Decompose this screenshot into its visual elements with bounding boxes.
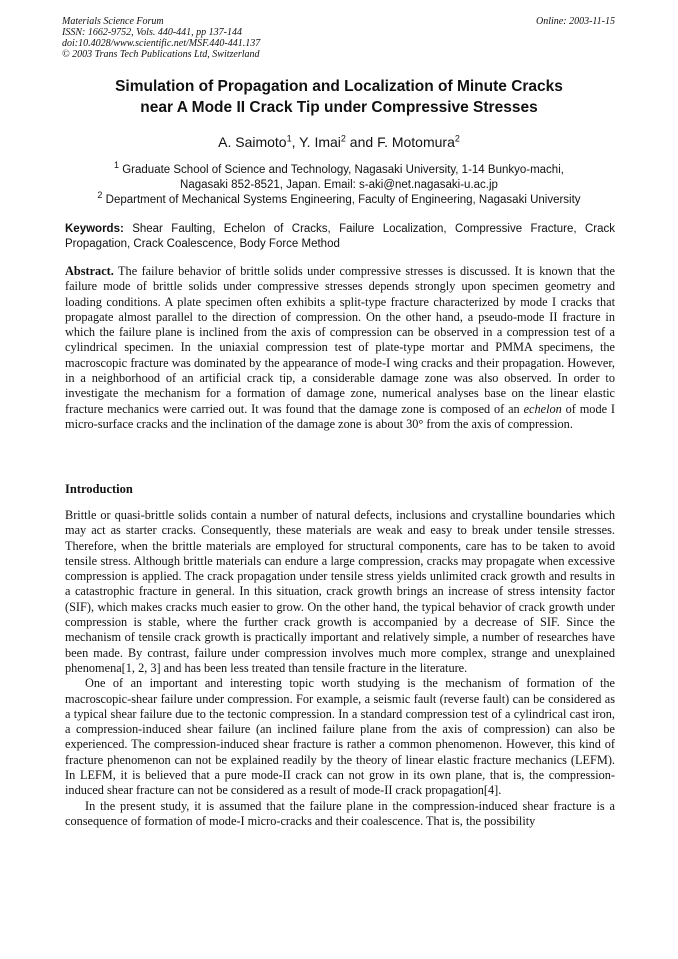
copyright-line: © 2003 Trans Tech Publications Ltd, Switzerland: [62, 49, 260, 60]
author-1-affil: 1: [286, 133, 292, 144]
author-list: [60, 133, 618, 151]
section-heading-introduction: Introduction: [65, 482, 133, 496]
abstract: [65, 264, 615, 432]
author-1: A. Saimoto: [218, 134, 287, 150]
affiliation-2-mark: 2: [97, 190, 103, 201]
keywords: [65, 222, 615, 252]
paragraph: Brittle or quasi-brittle solids contain a number of natural defects, inclusions and crystalline boundaries which may act as starter cracks. Consequently, these materials are weak and easy to break under tensile stresses. Therefore, when the brittle materials are employed for structural components, care has to be taken to avoid tensile stress. Although brittle materials can endure a large compression, cracks may propagate when excessive compression is applied. The crack propagation under tensile stress yields unlimited crack growth and results in a catastrophic fracture in general. In this situation, crack growth brings an increase of stress intensity factor (SIF), which makes cracks much easier to grow. On the other hand, the typical behavior of crack growth under compression is stable, where the further crack growth is accompanied by a decrease of SIF. Since the mechanism of tensile crack growth is practically important and relatively simple, a number of researches have been made. By contrast, failure under compression involves much more complex, strange and unexplained phenomena[1, 2, 3] and has been less treated than tensile fracture in the literature.: [65, 508, 615, 675]
title-line-2: near A Mode II Crack Tip under Compressive Stresses: [140, 99, 538, 116]
journal-header: [62, 16, 260, 60]
author-2: Y. Imai: [299, 134, 341, 150]
author-separator: ,: [291, 134, 300, 150]
affiliations: [60, 160, 618, 208]
title-line-1: Simulation of Propagation and Localization of Minute Cracks: [115, 78, 563, 95]
introduction-body: [65, 508, 615, 829]
author-3: F. Motomura: [377, 134, 455, 150]
issn-line: ISSN: 1662-9752, Vols. 440-441, pp 137-144: [62, 27, 242, 38]
keywords-text: Shear Faulting, Echelon of Cracks, Failure Localization, Compressive Fracture, Crack Propagation, Crack Coalescence, Body Force Method: [65, 223, 615, 250]
author-separator: and: [345, 134, 378, 150]
online-date: Online: 2003-11-15: [536, 16, 615, 27]
paragraph: One of an important and interesting topic worth studying is the mechanism of formation of the macroscopic-shear failure under compression. For example, a seismic fault (reverse fault) can be considered as a typical shear failure due to the tectonic compression. In a standard compression test of a cylindrical cast iron, a compression-induced shear failure (an inclined failure plane from the axis of compression) can also be experienced. The compression-induced shear fracture is rather a common phenomenon. However, this kind of fracture phenomenon can not be explained readily by the theory of linear elastic fracture mechanics (LEFM). In LEFM, it is believed that a pure mode-II crack can not grow in its own plane, that is, the compression-induced shear fracture can not be considered as a result of mode-II crack propagation[4].: [65, 676, 615, 798]
paragraph: In the present study, it is assumed that the failure plane in the compression-induced shear fracture is a consequence of formation of mode-I micro-cracks and their coalescence. That is, the possibility: [65, 798, 615, 828]
journal-name: Materials Science Forum: [62, 16, 164, 27]
affiliation-1-text: Graduate School of Science and Technology, Nagasaki University, 1-14 Bunkyo-machi,: [119, 164, 564, 176]
author-3-affil: 2: [454, 133, 460, 144]
affiliation-1-cont: Nagasaki 852-8521, Japan. Email: s-aki@net.nagasaki-u.ac.jp: [180, 179, 498, 191]
abstract-echelon: echelon: [523, 401, 562, 416]
keywords-label: Keywords:: [65, 223, 124, 235]
abstract-text-end: of mode I micro-surface cracks and the inclination of the damage zone is about 30° from the axis of compression.: [65, 401, 615, 431]
abstract-label: Abstract.: [65, 264, 114, 278]
doi-line: doi:10.4028/www.scientific.net/MSF.440-441.137: [62, 38, 261, 49]
affiliation-1: [60, 160, 618, 178]
affiliation-2-text: Department of Mechanical Systems Engineering, Faculty of Engineering, Nagasaki University: [102, 194, 581, 206]
affiliation-1-mark: 1: [114, 160, 120, 171]
abstract-text: The failure behavior of brittle solids under compressive stresses is discussed. It is known that the failure mode of brittle solids under compressive stresses depends strongly upon specimen geometry and loading conditions. A plate specimen often exhibits a split-type fracture characterized by mode I cracks that propagate almost parallel to the direction of compression. On the other hand, a pseudo-mode II fracture in which the failure plane is inclined from the axis of compression can be observed in a compression test of a cylindrical specimen. In the uniaxial compression test of plate-type mortar and PMMA specimens, the macroscopic fracture was dominated by the appearance of mode-I wing cracks and their propagation. However, in a neighborhood of an artificial crack tip, a considerable damage zone was also observed. In order to investigate the mechanism for a formation of damage zone, numerical analyses base on the linear elastic fracture mechanics were carried out. It was found that the damage zone is composed of an: [65, 264, 615, 416]
author-2-affil: 2: [340, 133, 346, 144]
affiliation-2: [60, 190, 618, 208]
paper-title: [60, 76, 618, 118]
